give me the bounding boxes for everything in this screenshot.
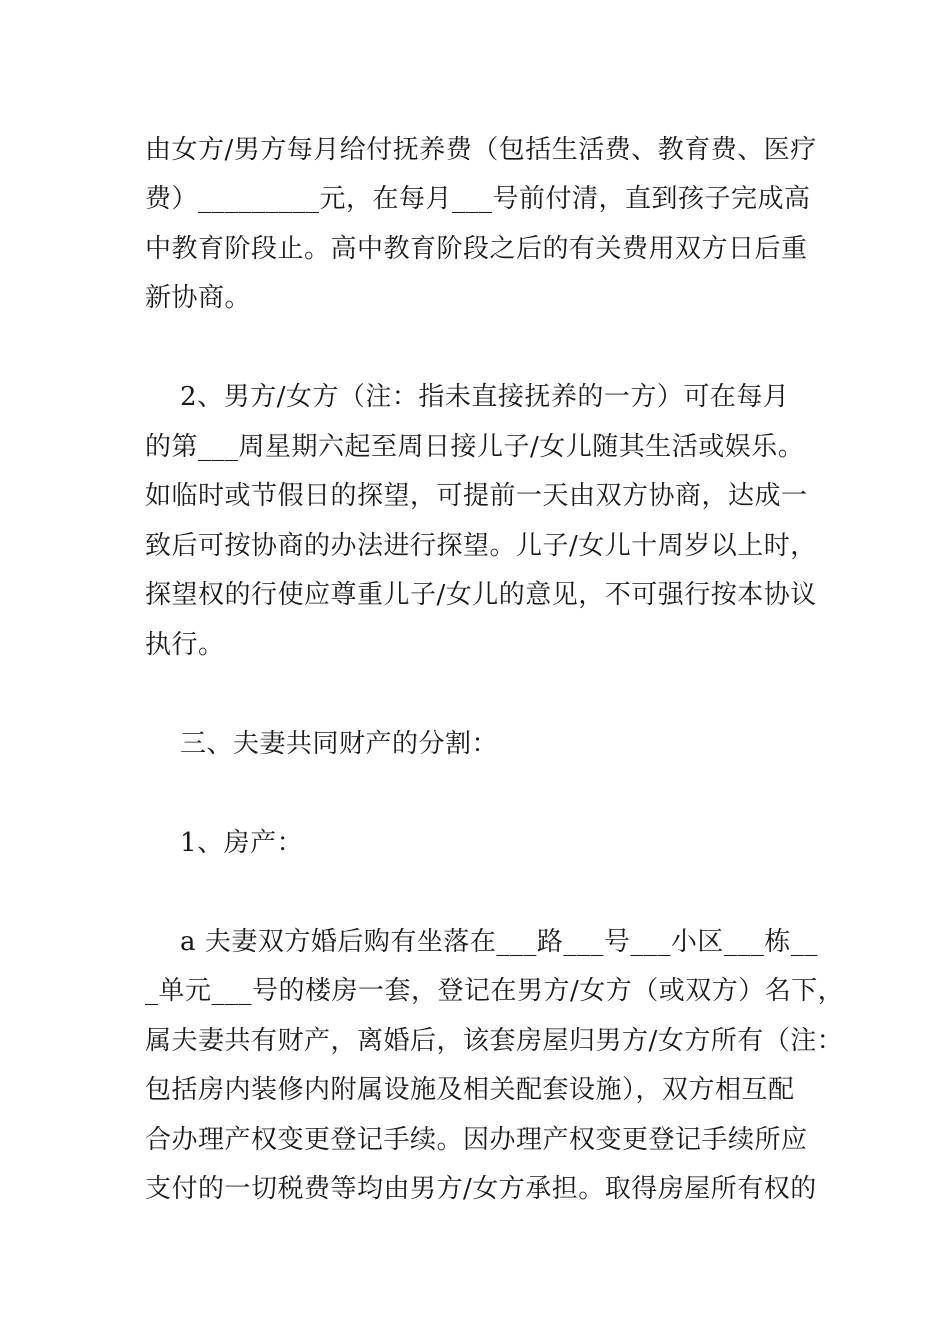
text-line: 中教育阶段止。高中教育阶段之后的有关费用双方日后重 — [145, 234, 808, 264]
text-line: 的第___周星期六起至周日接儿子/女儿随其生活或娱乐。 — [145, 432, 805, 462]
section-heading: 三、夫妻共同财产的分割： — [145, 729, 499, 759]
text-line: 由女方/男方每月给付抚养费（包括生活费、教育费、医疗 — [145, 135, 817, 165]
text-line: 探望权的行使应尊重儿子/女儿的意见，不可强行按本协议 — [145, 580, 817, 610]
text-line: 致后可按协商的办法进行探望。儿子/女儿十周岁以上时， — [145, 531, 817, 561]
text-line: 费）_________元，在每月___号前付清，直到孩子完成高 — [145, 184, 811, 214]
text-line: 包括房内装修内附属设施及相关配套设施），双方相互配 — [145, 1075, 795, 1105]
text-line: _单元___号的楼房一套，登记在男方/女方（或双方）名下， — [145, 976, 845, 1006]
text-line: 如临时或节假日的探望，可提前一天由双方协商，达成一 — [145, 481, 808, 511]
text-line: 支付的一切税费等均由男方/女方承担。取得房屋所有权的 — [145, 1174, 817, 1204]
text-line: 新协商。 — [145, 283, 252, 313]
text-line: 2、男方/女方（注：指未直接抚养的一方）可在每月 — [145, 382, 790, 412]
text-line: a 夫妻双方婚后购有坐落在___路___号___小区___栋__ — [145, 927, 818, 957]
subsection-heading: 1、房产： — [145, 828, 304, 858]
text-line: 执行。 — [145, 630, 225, 660]
text-line: 合办理产权变更登记手续。因办理产权变更登记手续所应 — [145, 1125, 808, 1155]
text-line: 属夫妻共有财产，离婚后，该套房屋归男方/女方所有（注： — [145, 1026, 844, 1056]
